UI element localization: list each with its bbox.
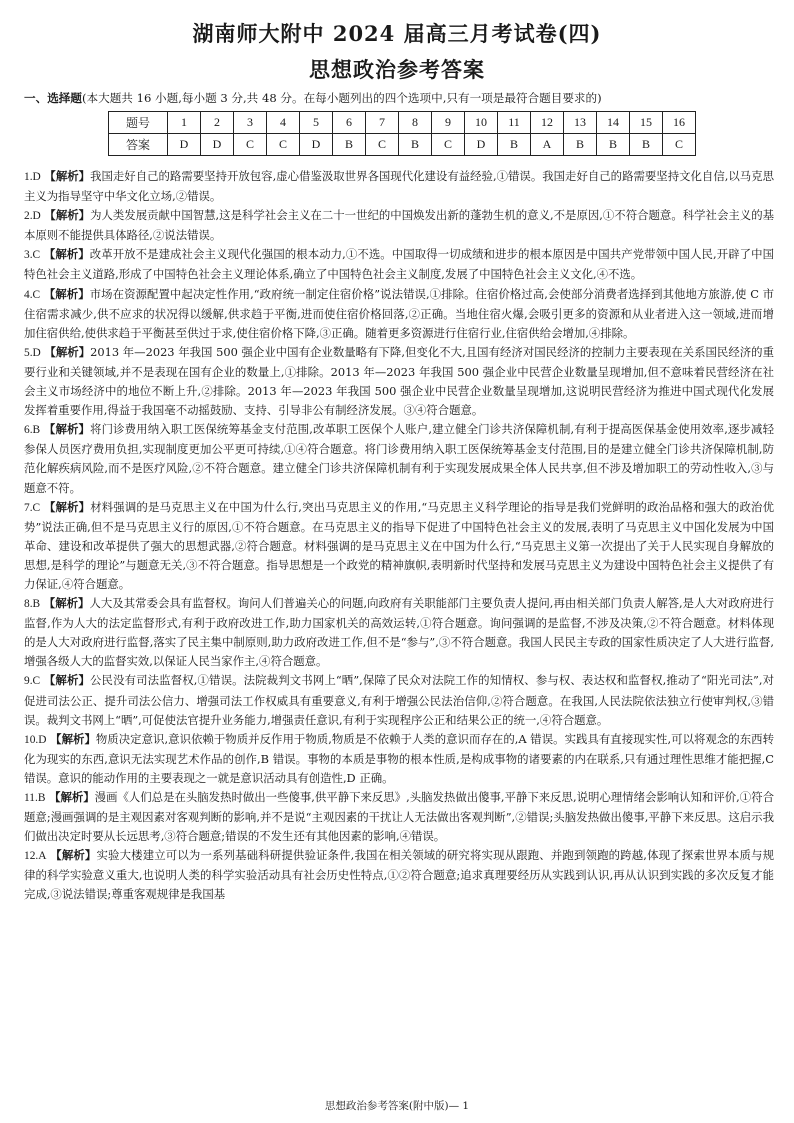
answer-cell: C	[432, 134, 465, 156]
item-text: 2013 年—2023 年我国 500 强企业中国有企业数量略有下降,但变化不大,且国有经济对国民经济的控制力主要表现在关系国民经济的重要行业和关键领域,并不是表现在国有企业的数量上,①排除。2013 年—2023 年我国 500 强企业中民营企业数量呈现增加,但不意味着民营经济在社会主义市场经济中的地位不断上升,②排除。2013 年—2023 年我国 500 强企业中民营企业数量呈现增加,这说明民营经济为推进中国式现代化发展发挥着重要作用,得益于我国毫不动摇鼓励、支持、引导非公有制经济发展。③④符合题意。	[24, 344, 774, 418]
question-number-cell: 2	[201, 112, 234, 134]
analysis-tag: 【解析】	[50, 848, 97, 863]
answer-cell: A	[531, 134, 564, 156]
analysis-tag: 【解析】	[50, 731, 96, 746]
analysis-tag: 【解析】	[43, 286, 90, 301]
question-number-cell: 16	[663, 112, 696, 134]
question-number-cell: 8	[399, 112, 432, 134]
item-text: 漫画《人们总是在头脑发热时做出一些傻事,供平静下来反思》,头脑发热做出傻事,平静下来反思,说明心理情绪会影响认知和评价,①符合题意;漫画强调的是主观因素对客观判断的影响,并不是说“主观因素的干扰让人无法做出客观判断”,②错误;头脑发热做出傻事,平静下来反思。这启示我们做出决定时要从长远思考,③符合题意;错误的不发生还有其他因素的影响,④错误。	[24, 790, 774, 844]
explanation-item	[24, 420, 774, 497]
answer-cell: D	[168, 134, 201, 156]
question-number-cell: 13	[564, 112, 597, 134]
answer-cell: B	[498, 134, 531, 156]
answer-subtitle: 思想政治参考答案	[309, 58, 485, 82]
answer-cell: B	[399, 134, 432, 156]
section-heading	[24, 90, 784, 106]
answer-cell: C	[234, 134, 267, 156]
item-number: 8.B	[24, 598, 41, 611]
answer-cell: B	[564, 134, 597, 156]
question-number-label: 题号	[109, 112, 168, 134]
explanation-item	[24, 788, 774, 846]
item-text: 为人类发展贡献中国智慧,这是科学社会主义在二十一世纪的中国焕发出新的蓬勃生机的意义,不是原因,①不符合题意。科学社会主义的基本原则不能提供具体路径,②说法错误。	[24, 208, 774, 243]
question-number-cell: 10	[465, 112, 498, 134]
analysis-tag: 【解析】	[43, 596, 90, 611]
explanation-item	[24, 206, 774, 245]
item-text: 实验大楼建立可以为一系列基础科研提供验证条件,我国在相关领域的研究将实现从跟跑、并跑到领跑的跨越,体现了探索世界本质与规律的科学实验意义重大,也说明人类的科学实验活动具有社会历史性特点,①②符合题意;追求真理要经历从实践到认识,再从认识到实践的多次反复才能完成,③说法错误;尊重客观规律是我国基	[24, 848, 774, 902]
answer-cell: B	[333, 134, 366, 156]
item-text: 将门诊费用纳入职工医保统筹基金支付范围,改革职工医保个人账户,建立健全门诊共济保障机制,有利于提高医保基金使用效率,逐步减轻参保人员医疗费用负担,实现制度更加公平更可持续,①④符合题意。将门诊费用纳入职工医保统筹基金支付范围,目的是建立健全门诊共济保障机制,防范化解疾病风险,而不是医疗风险,②不符合题意。建立健全门诊共济保障机制有利于实现发展成果全体人民共享,但不涉及增加职工的劳动性收入,③与题意不符。	[24, 422, 774, 495]
explanation-item	[24, 671, 774, 729]
question-number-cell: 9	[432, 112, 465, 134]
item-number: 7.C	[24, 501, 41, 514]
analysis-tag: 【解析】	[43, 247, 90, 262]
analysis-tag: 【解析】	[44, 208, 91, 223]
question-number-cell: 15	[630, 112, 663, 134]
answer-cell: C	[366, 134, 399, 156]
analysis-tag: 【解析】	[43, 673, 91, 688]
page-footer: 思想政治参考答案(附中版)— 1	[324, 1100, 470, 1112]
item-number: 10.D	[24, 733, 47, 746]
analysis-tag: 【解析】	[43, 499, 91, 514]
item-number: 4.C	[24, 288, 41, 301]
item-number: 5.D	[24, 346, 41, 359]
item-text: 材料强调的是马克思主义在中国为什么行,突出马克思主义的作用,“马克思主义科学理论的指导是我们党鲜明的政治品格和强大的政治优势”说法正确,但不是马克思主义行的原因,①不符合题意。在马克思主义的指导下促进了中国特色社会主义的发展,表明了马克思主义中国化发展为中国革命、建设和改革提供了强大的思想武器,②符合题意。材料强调的是马克思主义在中国为什么行,“马克思主义第一次提出了关于人民实现自身解放的思想,是科学的理论”与题意无关,③不符合题意。指导思想是一个政党的精神旗帜,表明新时代坚持和发展马克思主义为建设中国特色社会主义提供了有力保证,④符合题意。	[24, 499, 774, 591]
question-number-cell: 12	[531, 112, 564, 134]
question-number-cell: 6	[333, 112, 366, 134]
explanation-list	[24, 167, 774, 905]
item-number: 1.D	[24, 171, 41, 183]
explanation-item	[24, 343, 774, 420]
analysis-tag: 【解析】	[44, 344, 91, 359]
answer-table	[108, 111, 696, 156]
section-title: 一、选择题	[24, 91, 82, 105]
explanation-item	[24, 730, 774, 788]
question-number-cell: 4	[267, 112, 300, 134]
answer-cell: B	[630, 134, 663, 156]
answer-label: 答案	[109, 134, 168, 156]
item-number: 3.C	[24, 249, 41, 262]
answer-cell: B	[597, 134, 630, 156]
question-number-cell: 5	[300, 112, 333, 134]
question-number-cell: 7	[366, 112, 399, 134]
explanation-item	[24, 167, 774, 206]
answer-cell: D	[201, 134, 234, 156]
explanation-item	[24, 498, 774, 594]
question-number-cell: 11	[498, 112, 531, 134]
item-number: 12.A	[24, 850, 47, 863]
item-text: 物质决定意识,意识依赖于物质并反作用于物质,物质是不依赖于人类的意识而存在的,A 错误。实践具有直接现实性,可以将观念的东西转化为现实的东西,意识无法实现艺术作品的创作,B 错误。事物的本质是事物的根本性质,是构成事物的诸要素的内在联系,只有通过理性思维才能把握,C 错误。意识的能动作用的主要表现之一就是意识活动具有创造性,D 正确。	[24, 731, 774, 785]
exam-title: 湖南师大附中 2024 届高三月考试卷(四)	[192, 21, 602, 46]
explanation-item	[24, 594, 774, 671]
item-number: 2.D	[24, 210, 41, 223]
item-text: 人大及其常委会具有监督权。询问人们普遍关心的问题,向政府有关职能部门主要负责人提问,再由相关部门负责人解答,是人大对政府进行监督,作为人大的法定监督形式,有利于政府改进工作,助力国家机关的高效运转,①符合题意。询问强调的是监督,不涉及决策,②不符合题意。材料体现的是人大对政府进行监督,落实了民主集中制原则,助力政府改进工作,但不是“参与”,③不符合题意。我国人民民主专政的国家性质决定了人大进行监督,增强各级人大的监督实效,以保证人民当家作主,④符合题意。	[24, 596, 774, 669]
question-number-cell: 1	[168, 112, 201, 134]
question-number-row	[109, 112, 696, 134]
question-number-cell: 3	[234, 112, 267, 134]
explanation-item	[24, 285, 774, 343]
item-text: 公民没有司法监督权,①错误。法院裁判文书网上“晒”,保障了民众对法院工作的知情权、参与权、表达权和监督权,推动了“阳光司法”,对促进司法公正、提升司法公信力、增强司法工作权威具有重要意义,有利于增强公民法治信仰,②符合题意。在我国,人民法院依法独立行使审判权,③错误。裁判文书网上“晒”,可促使法官提升业务能力,增强责任意识,有利于实现程序公正和结果公正的统一,④符合题意。	[24, 673, 774, 727]
answer-cell: D	[465, 134, 498, 156]
explanation-item	[24, 245, 774, 284]
answer-cell: D	[300, 134, 333, 156]
question-number-cell: 14	[597, 112, 630, 134]
analysis-tag: 【解析】	[43, 422, 91, 437]
answer-cell: C	[267, 134, 300, 156]
analysis-tag: 【解析】	[49, 790, 95, 804]
item-number: 11.B	[24, 792, 46, 804]
item-text: 改革开放不是建成社会主义现代化强国的根本动力,①不选。中国取得一切成绩和进步的根本原因是中国共产党带领中国人民,开辟了中国特色社会主义道路,形成了中国特色社会主义理论体系,确立了中国特色社会主义制度,发展了中国特色社会主义文化,④不选。	[24, 247, 775, 282]
item-text: 市场在资源配置中起决定性作用,“政府统一制定住宿价格”说法错误,①排除。住宿价格过高,会使部分消费者选择到其他地方旅游,使 C 市住宿需求减少,供不应求的状况得以缓解,供求趋于平衡,进而使住宿价格回落,②正确。当地住宿火爆,会吸引更多的资源和从业者进入这一领域,进而增加住宿供给,使供求趋于平衡甚至供过于求,使住宿价格下降,③正确。随着更多资源进行住宿行业,住宿供给会增加,④排除。	[24, 286, 774, 340]
item-number: 9.C	[24, 675, 41, 688]
item-text: 我国走好自己的路需要坚持开放包容,虚心借鉴汲取世界各国现代化建设有益经验,①错误。我国走好自己的路需要坚持文化自信,以马克思主义为指导坚守中华文化立场,②错误。	[24, 169, 774, 204]
explanation-item	[24, 846, 774, 904]
answer-row	[109, 134, 696, 156]
item-number: 6.B	[24, 424, 41, 437]
section-note: (本大题共 16 小题,每小题 3 分,共 48 分。在每小题列出的四个选项中,只有一项是最符合题目要求的)	[81, 91, 602, 105]
analysis-tag: 【解析】	[44, 169, 91, 183]
answer-cell: C	[663, 134, 696, 156]
